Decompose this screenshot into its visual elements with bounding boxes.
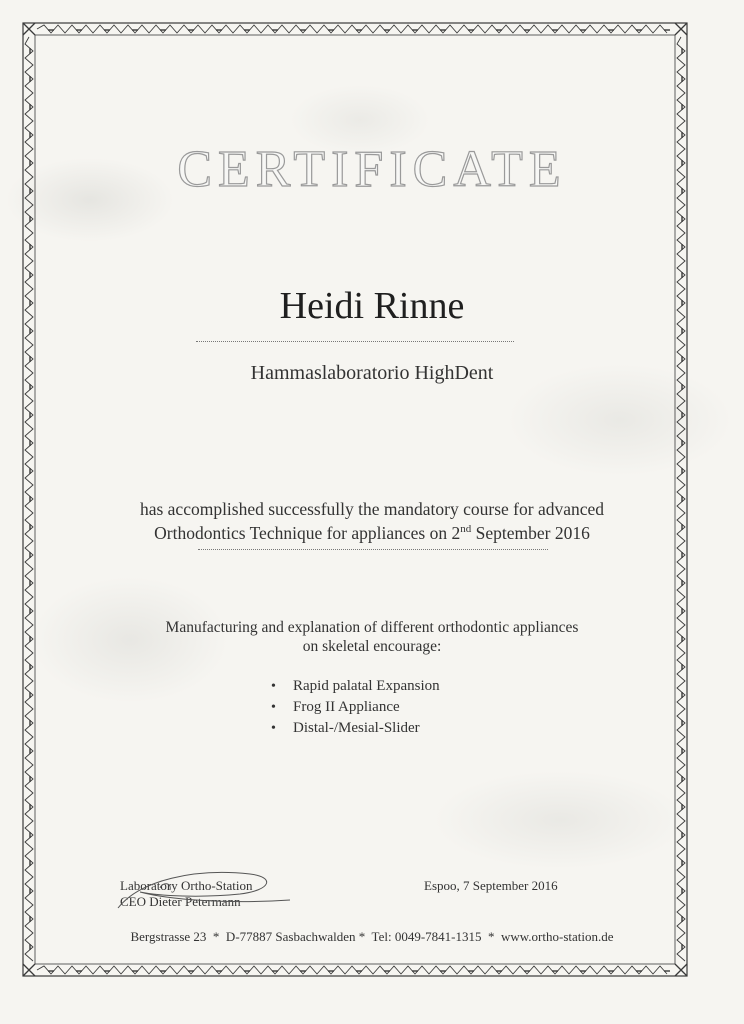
- topic-list: [271, 676, 440, 739]
- accomplishment-text: [0, 497, 744, 545]
- accomplishment-line-1: has accomplished successfully the mandatory course for advanced: [139, 499, 605, 519]
- lab-name: Laboratory Ortho-Station: [120, 878, 253, 893]
- recipient-company: Hammaslaboratorio HighDent: [250, 362, 494, 384]
- list-item: • Distal-/Mesial-Slider: [271, 718, 440, 739]
- ordinal-suffix: nd: [460, 523, 472, 535]
- course-description-line-2: on skeletal encourage:: [302, 638, 442, 655]
- signature: [100, 860, 300, 920]
- name-underline: [196, 341, 514, 342]
- ceo-name: CEO Dieter Petermann: [120, 894, 241, 909]
- accomplishment-line-2: [0, 521, 744, 545]
- lab-address: Bergstrasse 23 * D-77887 Sasbachwalden * Tel: 0049-7841-1315 * www.ortho-station.de: [130, 929, 614, 944]
- certificate-title: CERTIFICATE: [177, 141, 567, 198]
- accomplishment-underline: [198, 549, 548, 550]
- list-item: • Rapid palatal Expansion: [271, 676, 440, 697]
- course-description: [0, 618, 744, 656]
- accomplishment-line-2-end: September 2016: [471, 523, 590, 543]
- recipient-name: Heidi Rinne: [279, 285, 465, 327]
- accomplishment-line-2-start: Orthodontics Technique for appliances on 2: [154, 523, 461, 543]
- list-item: • Frog II Appliance: [271, 697, 440, 718]
- place-and-date: Espoo, 7 September 2016: [424, 878, 558, 893]
- course-description-line-1: Manufacturing and explanation of different orthodontic appliances: [165, 619, 579, 636]
